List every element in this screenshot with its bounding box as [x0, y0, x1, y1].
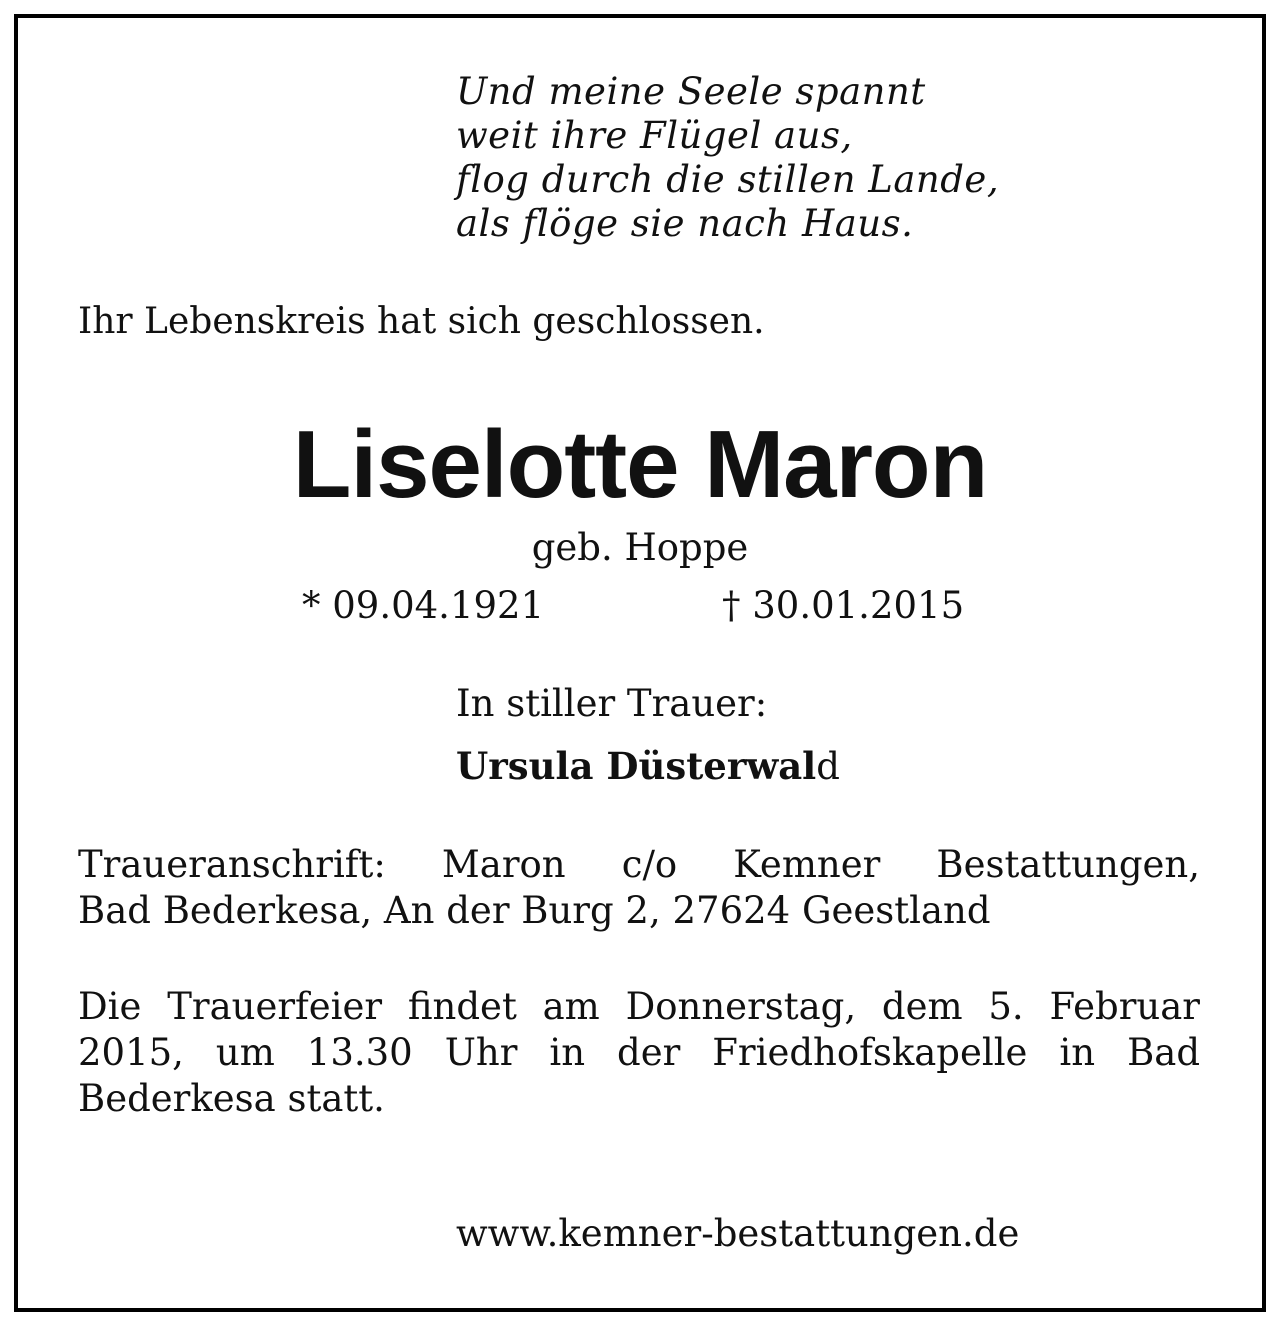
- death-date: † 30.01.2015: [722, 584, 965, 627]
- mourner-name: [456, 744, 840, 789]
- website-link[interactable]: www.kemner-bestattungen.de: [456, 1212, 1020, 1255]
- poem-line: flog durch die stillen Lande,: [456, 158, 1000, 201]
- poem-line: Und meine Seele spannt: [456, 70, 926, 113]
- maiden-name: geb. Hoppe: [531, 526, 749, 569]
- poem-line: weit ihre Flügel aus,: [456, 114, 853, 157]
- address-line: Traueranschrift: Maron c/o Kemner Bestattungen,: [78, 843, 1200, 886]
- ceremony-line: Bederkesa statt.: [78, 1077, 385, 1120]
- ceremony-line: Die Trauerfeier findet am Donnerstag, dem 5. Februar: [78, 985, 1200, 1028]
- mourning-address: [78, 842, 1200, 934]
- mourning-label: In stiller Trauer:: [456, 682, 768, 725]
- ceremony-notice: [78, 984, 1200, 1122]
- poem: [456, 70, 999, 246]
- mourner-name-bold: Ursula Düsterwal: [456, 744, 817, 788]
- poem-line: als flöge sie nach Haus.: [456, 202, 914, 245]
- ceremony-line: 2015, um 13.30 Uhr in der Friedhofskapelle in Bad: [78, 1031, 1200, 1074]
- mourner-name-tail: d: [816, 745, 840, 788]
- deceased-name: Liselotte Maron: [292, 411, 988, 518]
- birth-date: * 09.04.1921: [302, 584, 545, 627]
- address-line: Bad Bederkesa, An der Burg 2, 27624 Geestland: [78, 889, 991, 932]
- intro-text: Ihr Lebenskreis hat sich geschlossen.: [78, 301, 765, 342]
